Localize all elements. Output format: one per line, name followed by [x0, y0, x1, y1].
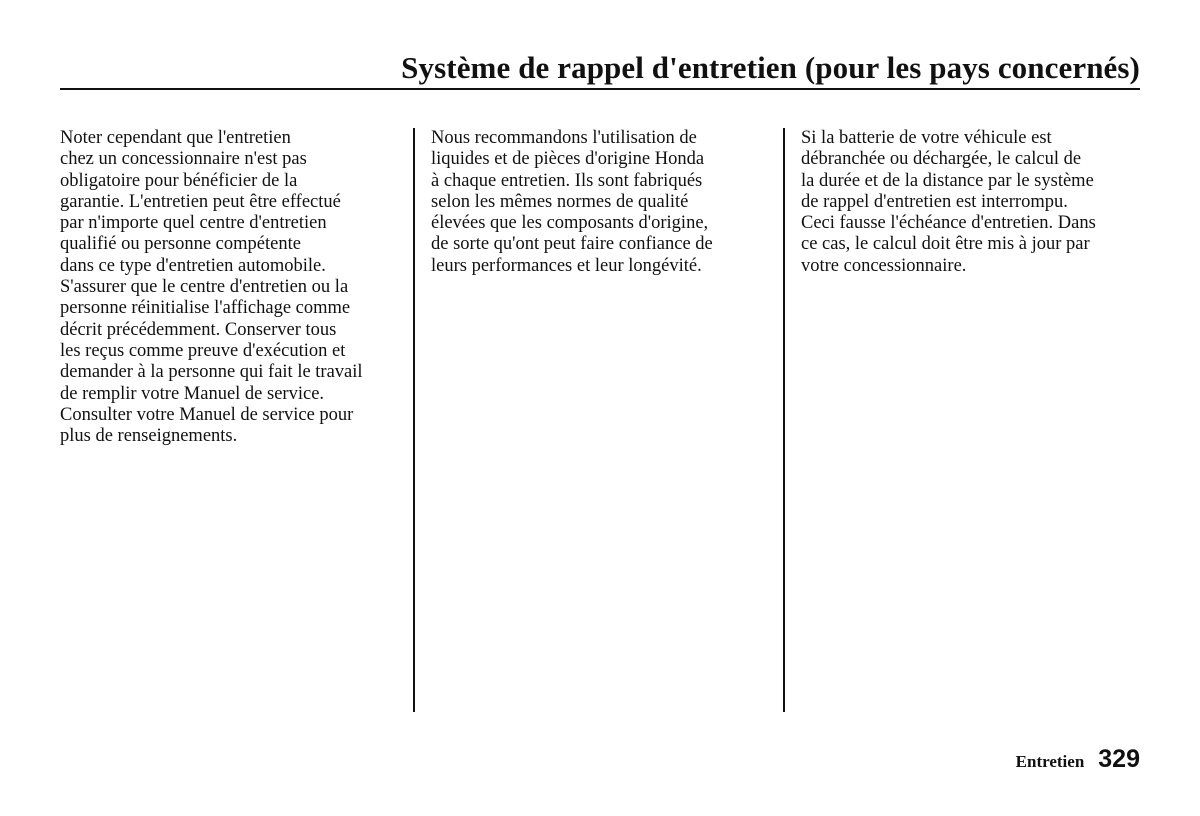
column-3-text: Si la batterie de votre véhicule est débranchée ou déchargée, le calcul de la durée et de la distance par le système de rappel d'entretien est interrompu. Ceci fausse l'échéance d'entretien. Dans ce cas, le calcul doit être mis à jour par votre concessionnaire. — [801, 128, 1096, 276]
page-title: Système de rappel d'entretien (pour les pays concernés) — [401, 50, 1140, 85]
page-number: 329 — [1098, 745, 1140, 773]
column-divider-1 — [413, 128, 415, 712]
title-rule — [60, 88, 1140, 90]
page-footer — [1016, 745, 1140, 774]
column-2-text: Nous recommandons l'utilisation de liquides et de pièces d'origine Honda à chaque entretien. Ils sont fabriqués selon les mêmes normes de qualité élevées que les composants d'origine, de sorte qu'ont peut faire confiance de leurs performances et leur longévité. — [431, 128, 713, 276]
column-divider-2 — [783, 128, 785, 712]
column-1-text: Noter cependant que l'entretien chez un concessionnaire n'est pas obligatoire pour bénéficier de la garantie. L'entretien peut être effectué par n'importe quel centre d'entretien qualifié ou personne compétente dans ce type d'entretien automobile. S'assurer que le centre d'entretien ou la personne réinitialise l'affichage comme décrit précédemment. Conserver tous les reçus comme preuve d'exécution et demander à la personne qui fait le travail de remplir votre Manuel de service. Consulter votre Manuel de service pour plus de renseignements. — [60, 128, 363, 447]
section-label: Entretien — [1015, 752, 1085, 771]
